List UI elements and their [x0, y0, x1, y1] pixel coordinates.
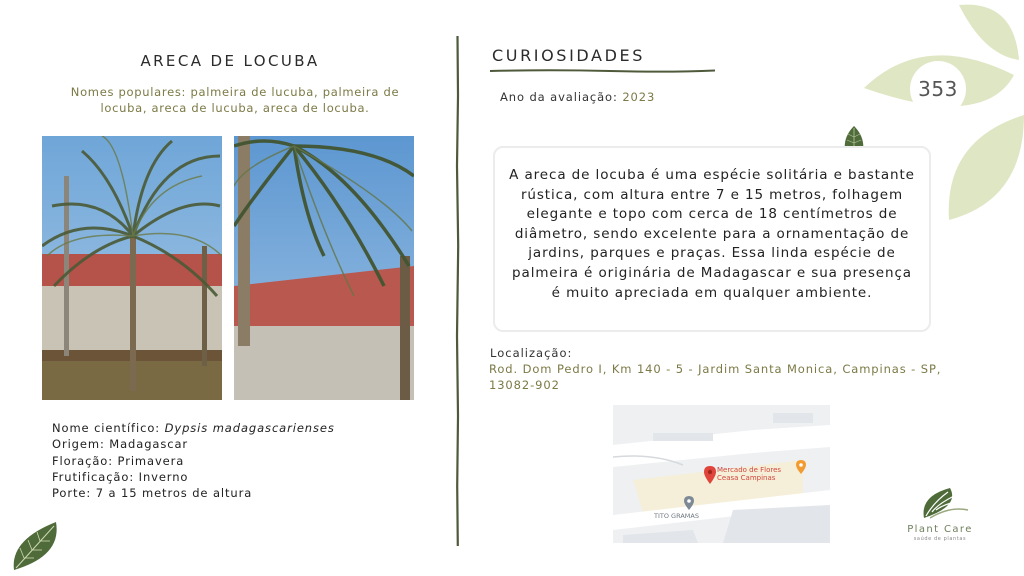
- description-text: A areca de locuba é uma espécie solitária e bastante rústica, com altura entre 7 e 15 metros, folhagem elegante e topo com cerca de 18 centímetros de diâmetro, sendo excelente para a ornamentação de jardins, parques e praças. Essa linda espécie de palmeira é originária de Madagascar e sua presença é muito apreciada em qualquer ambiente.: [509, 167, 915, 301]
- species-title: ARECA DE LOCUBA: [140, 52, 320, 70]
- brand-logo: [900, 486, 980, 542]
- brand-tagline: saúde de plantas: [913, 536, 967, 542]
- page-number: 353: [910, 61, 966, 117]
- map-place-label[interactable]: [717, 466, 781, 482]
- scientific-label: Nome científico:: [52, 421, 161, 435]
- size: Porte: 7 a 15 metros de altura: [52, 486, 253, 501]
- curiosities-title: CURIOSIDADES: [492, 46, 645, 65]
- year-value: 2023: [622, 90, 656, 104]
- scientific-name: [52, 420, 335, 436]
- scientific-value: Dypsis madagascarienses: [164, 421, 335, 435]
- palm-photo-2: [234, 136, 414, 400]
- vertical-divider: [455, 36, 460, 546]
- fruiting: Frutificação: Inverno: [52, 469, 189, 484]
- palm-photo-1: [42, 136, 222, 400]
- map-place-line-2: Ceasa Campinas: [717, 474, 776, 482]
- plant-care-logo: [910, 486, 970, 520]
- brand-name: Plant Care: [907, 524, 973, 535]
- description-card: [493, 146, 931, 332]
- evaluation-year: [500, 90, 655, 104]
- location-address: Rod. Dom Pedro I, Km 140 - 5 - Jardim Santa Monica, Campinas - SP, 13082-902: [489, 362, 942, 392]
- location-label: Localização:: [490, 346, 573, 360]
- map-poi-icon: [796, 460, 806, 474]
- popular-names: Nomes populares: palmeira de lucuba, palmeira de locuba, areca de lucuba, areca de locuba.: [70, 85, 400, 115]
- map-place-line-1: Mercado de Flores: [717, 466, 782, 474]
- leaf-icon: [10, 520, 60, 572]
- flowering: Floração: Primavera: [52, 453, 185, 468]
- location-map[interactable]: [613, 405, 830, 543]
- map-nearby-label[interactable]: TITO GRAMAS: [654, 512, 699, 520]
- title-underline: [490, 68, 715, 74]
- species-specs: [52, 420, 335, 501]
- year-label: Ano da avaliação:: [500, 90, 618, 104]
- map-pin-icon: [704, 466, 716, 484]
- map-secondary-pin-icon: [684, 496, 694, 510]
- origin: Origem: Madagascar: [52, 437, 189, 452]
